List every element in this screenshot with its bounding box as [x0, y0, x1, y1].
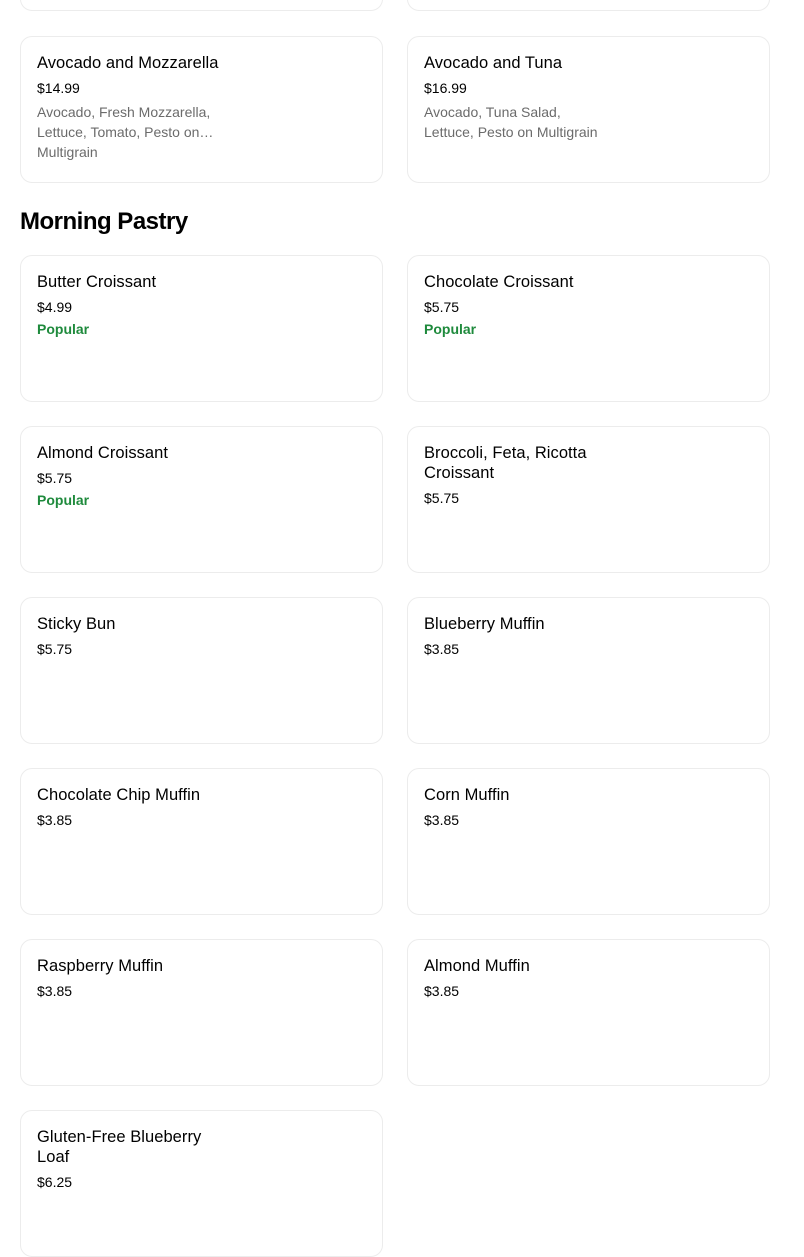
section-title: Morning Pastry [20, 208, 188, 235]
menu-item-card[interactable] [20, 255, 383, 402]
popular-badge: Popular [37, 492, 90, 508]
item-price: $3.85 [37, 983, 73, 999]
item-name: Chocolate Croissant [424, 273, 574, 291]
item-name: Chocolate Chip Muffin [37, 786, 201, 804]
item-name: Blueberry Muffin [424, 615, 545, 633]
item-name: Corn Muffin [424, 786, 510, 804]
menu-item-card-partial[interactable] [20, 0, 383, 11]
item-price: $3.85 [424, 812, 460, 828]
item-price: $6.25 [37, 1174, 73, 1190]
menu-item-card[interactable] [407, 426, 770, 573]
menu-item-card[interactable] [407, 36, 770, 183]
menu-item-card[interactable] [20, 426, 383, 573]
item-name: Almond Croissant [37, 444, 169, 462]
item-name: Sticky Bun [37, 615, 116, 633]
menu-item-card[interactable] [20, 36, 383, 183]
item-name: Avocado and Mozzarella [37, 54, 219, 72]
item-price: $5.75 [424, 299, 460, 315]
item-price: $16.99 [424, 80, 467, 96]
item-price: $5.75 [37, 470, 73, 486]
item-price: $14.99 [37, 80, 80, 96]
popular-badge: Popular [424, 321, 477, 337]
item-price: $3.85 [424, 983, 460, 999]
item-price: $3.85 [424, 641, 460, 657]
menu-item-card[interactable] [20, 1110, 383, 1257]
item-name: Butter Croissant [37, 273, 157, 291]
menu-item-card[interactable] [407, 255, 770, 402]
menu-item-card[interactable] [407, 597, 770, 744]
popular-badge: Popular [37, 321, 90, 337]
menu-item-card[interactable] [20, 597, 383, 744]
item-price: $4.99 [37, 299, 73, 315]
item-price: $5.75 [37, 641, 73, 657]
item-name: Raspberry Muffin [37, 957, 164, 975]
item-price: $3.85 [37, 812, 73, 828]
item-name: Avocado and Tuna [424, 54, 563, 72]
item-description: Avocado, Fresh Mozzarella, Lettuce, Tomato, Pesto on Multigrain [37, 104, 211, 160]
menu-item-card[interactable] [20, 939, 383, 1086]
menu-item-card[interactable] [407, 939, 770, 1086]
menu-item-card[interactable] [20, 768, 383, 915]
item-name: Gluten-Free Blueberry Loaf [37, 1128, 202, 1166]
item-price: $5.75 [424, 490, 460, 506]
menu-item-card-partial[interactable] [407, 0, 770, 11]
item-name: Almond Muffin [424, 957, 530, 975]
item-name: Broccoli, Feta, Ricotta Croissant [424, 444, 587, 482]
menu-item-card[interactable] [407, 768, 770, 915]
item-description: Avocado, Tuna Salad, Lettuce, Pesto on Multigrain [424, 104, 598, 140]
